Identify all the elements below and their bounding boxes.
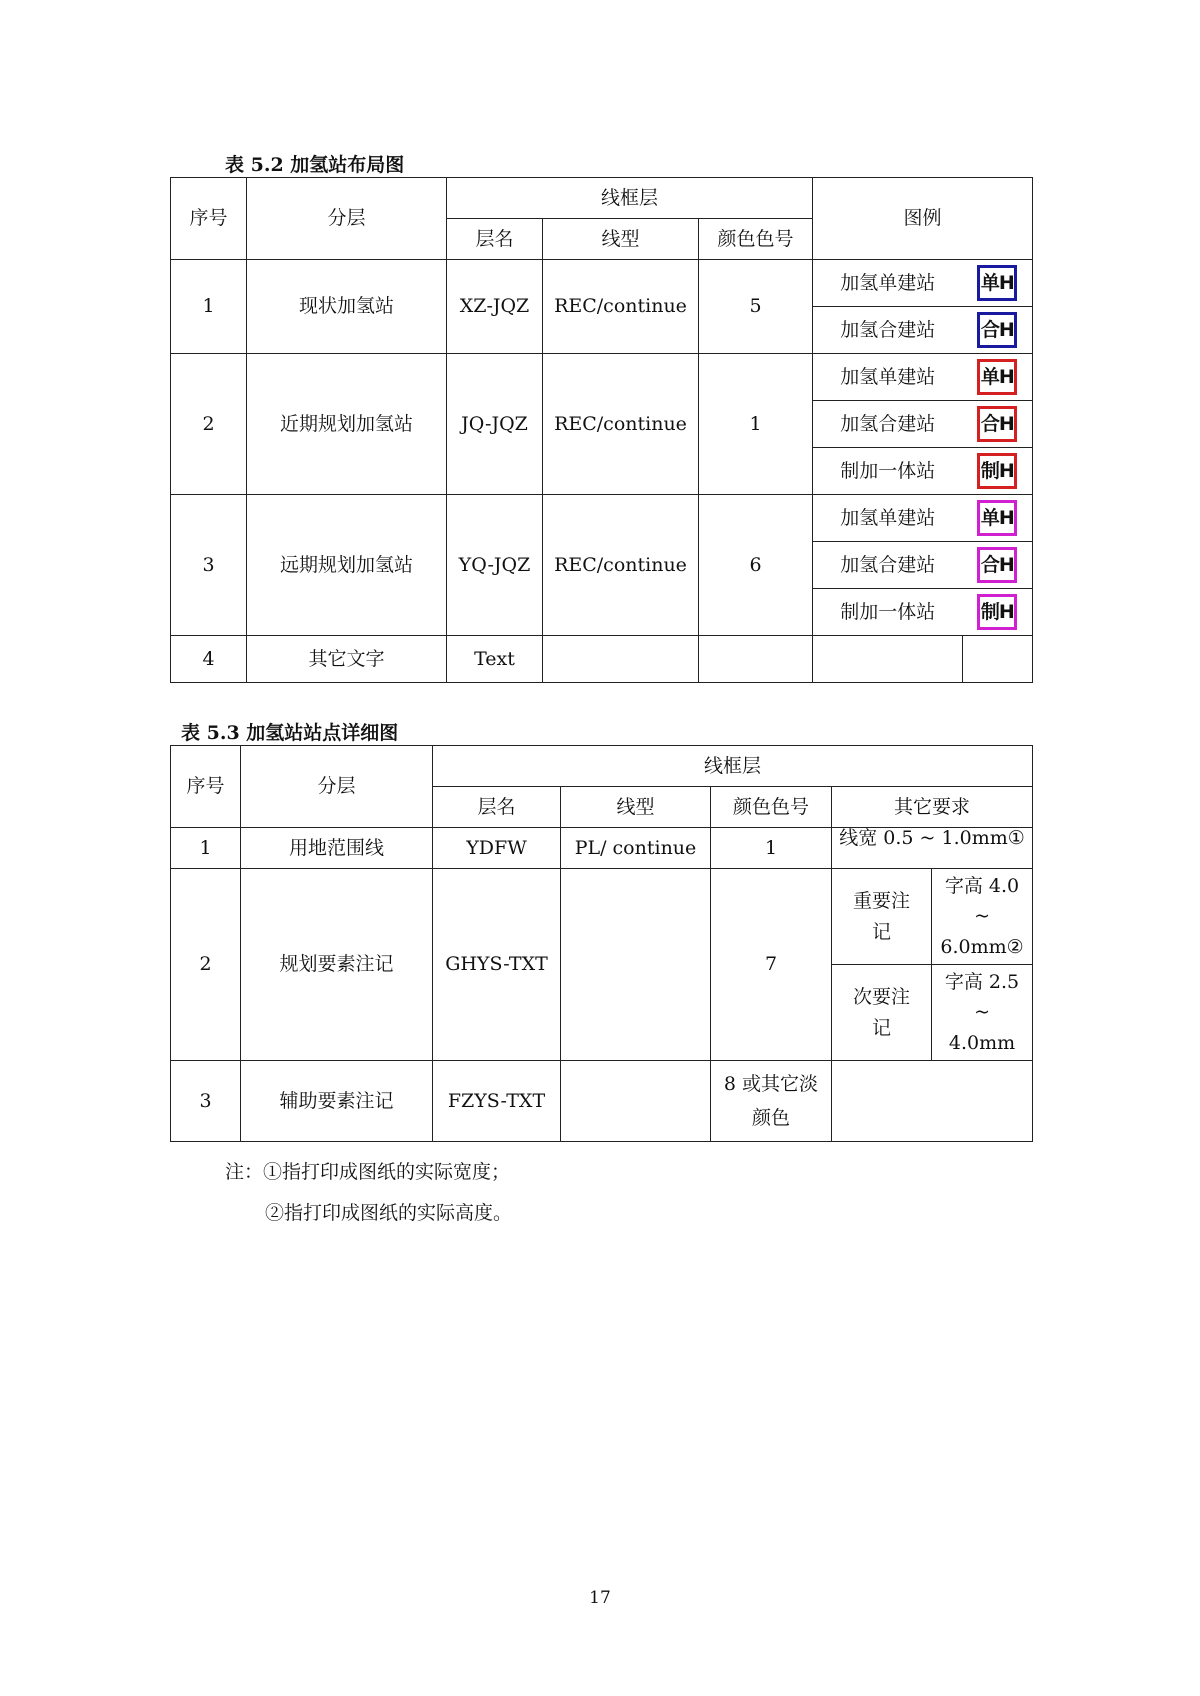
row-color-code [699, 636, 813, 683]
station-marker-icon: 单H [977, 500, 1017, 536]
row-layer: 近期规划加氢站 [247, 354, 447, 495]
note-1: 注：①指打印成图纸的实际宽度； [225, 1161, 511, 1183]
table-row [171, 1061, 1033, 1142]
row-layer: 规划要素注记 [241, 869, 433, 1061]
table-row [171, 260, 1033, 307]
header-legend: 图例 [813, 178, 1033, 260]
row-color-code: 7 [711, 869, 832, 1061]
row-layer: 现状加氢站 [247, 260, 447, 354]
station-marker-icon: 单H [977, 359, 1017, 395]
row-line-type: PL/ continue [561, 828, 711, 869]
hydrogen-station-layout-table [170, 177, 1033, 683]
station-marker-icon: 合H [977, 312, 1017, 348]
sub-annotation-req: 字高 2.5 ~ 4.0mm [932, 965, 1033, 1061]
row-line-type: REC/continue [543, 260, 699, 354]
header-line-type: 线型 [543, 219, 699, 260]
table-row [171, 354, 1033, 401]
table1-caption: 表 5.2 加氢站布局图 [225, 154, 405, 176]
header-index: 序号 [171, 746, 241, 828]
page-number: 17 [589, 1588, 611, 1608]
row-color-code: 6 [699, 495, 813, 636]
row-line-type: REC/continue [543, 495, 699, 636]
station-marker-icon: 单H [977, 265, 1017, 301]
header-index: 序号 [171, 178, 247, 260]
legend-label: 加氢合建站 [813, 307, 963, 354]
header-layer: 分层 [247, 178, 447, 260]
header-layer-name: 层名 [433, 787, 561, 828]
legend-label: 制加一体站 [813, 589, 963, 636]
row-color-code: 1 [699, 354, 813, 495]
row-layer: 辅助要素注记 [241, 1061, 433, 1142]
note-2: ②指打印成图纸的实际高度。 [265, 1202, 513, 1224]
header-layer-name: 层名 [447, 219, 543, 260]
row-layer: 远期规划加氢站 [247, 495, 447, 636]
table-row [171, 828, 1033, 869]
station-marker-icon: 合H [977, 547, 1017, 583]
header-frame-layer: 线框层 [433, 746, 1033, 787]
sub-annotation-type: 重要注记 [832, 869, 932, 965]
station-marker-icon: 合H [977, 406, 1017, 442]
row-layer-name: GHYS-TXT [433, 869, 561, 1061]
row-line-type [543, 636, 699, 683]
row-index: 2 [171, 869, 241, 1061]
table-row [171, 869, 1033, 965]
row-line-type: REC/continue [543, 354, 699, 495]
legend-label: 加氢单建站 [813, 354, 963, 401]
row-other [832, 1061, 1033, 1142]
sub-annotation-type: 次要注记 [832, 965, 932, 1061]
header-layer: 分层 [241, 746, 433, 828]
sub-annotation-req: 字高 4.0 ~ 6.0mm② [932, 869, 1033, 965]
row-index: 4 [171, 636, 247, 683]
header-other: 其它要求 [832, 787, 1033, 828]
header-frame-layer: 线框层 [447, 178, 813, 219]
legend-label: 加氢单建站 [813, 260, 963, 307]
header-color-code: 颜色色号 [711, 787, 832, 828]
legend-label: 加氢合建站 [813, 401, 963, 448]
station-marker-icon: 制H [977, 594, 1017, 630]
station-detail-table [170, 745, 1033, 1142]
station-marker-icon: 制H [977, 453, 1017, 489]
row-index: 1 [171, 828, 241, 869]
row-layer: 其它文字 [247, 636, 447, 683]
row-layer-name: JQ-JQZ [447, 354, 543, 495]
row-layer-name: XZ-JQZ [447, 260, 543, 354]
legend-label: 加氢合建站 [813, 542, 963, 589]
header-color-code: 颜色色号 [699, 219, 813, 260]
table-row [171, 636, 1033, 683]
legend-label: 制加一体站 [813, 448, 963, 495]
row-layer-name: Text [447, 636, 543, 683]
legend-label: 加氢单建站 [813, 495, 963, 542]
row-index: 3 [171, 1061, 241, 1142]
row-index: 3 [171, 495, 247, 636]
row-index: 1 [171, 260, 247, 354]
row-color-code: 5 [699, 260, 813, 354]
row-index: 2 [171, 354, 247, 495]
row-layer-name: YDFW [433, 828, 561, 869]
row-line-type [561, 869, 711, 1061]
row-layer-name: FZYS-TXT [433, 1061, 561, 1142]
row-layer: 用地范围线 [241, 828, 433, 869]
row-other: 线宽 0.5 ~ 1.0mm① [832, 828, 1033, 869]
header-line-type: 线型 [561, 787, 711, 828]
row-color-code: 1 [711, 828, 832, 869]
row-line-type [561, 1061, 711, 1142]
row-layer-name: YQ-JQZ [447, 495, 543, 636]
table-row [171, 495, 1033, 542]
table2-caption: 表 5.3 加氢站站点详细图 [181, 722, 399, 744]
row-color-code: 8 或其它淡颜色 [711, 1061, 832, 1142]
